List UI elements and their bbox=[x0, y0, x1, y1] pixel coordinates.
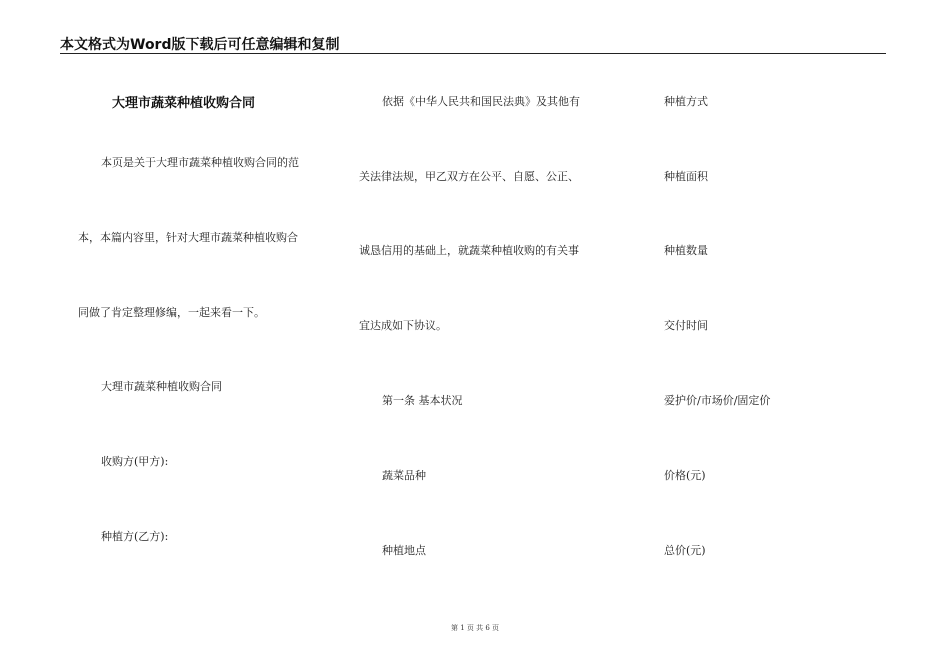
buyer-label: 收购方(甲方): bbox=[101, 455, 169, 468]
intro-line-3: 同做了肯定整理修编，一起来看一下。 bbox=[78, 306, 265, 319]
planting-area-label: 种植面积 bbox=[664, 170, 708, 183]
total-price-label: 总价(元) bbox=[664, 544, 706, 557]
contract-name: 大理市蔬菜种植收购合同 bbox=[101, 380, 222, 393]
document-title: 大理市蔬菜种植收购合同 bbox=[112, 96, 256, 111]
preamble-line-2: 关法律法规，甲乙双方在公平、自愿、公正、 bbox=[359, 170, 579, 183]
page-number: 第 1 页 共 6 页 bbox=[450, 624, 500, 632]
planting-quantity-label: 种植数量 bbox=[664, 244, 708, 257]
header-title: 本文格式为Word版下载后可任意编辑和复制 bbox=[60, 37, 340, 53]
preamble-line-1: 依据《中华人民共和国民法典》及其他有 bbox=[382, 95, 580, 108]
price-type-label: 爱护价/市场价/固定价 bbox=[664, 394, 771, 407]
planting-location-label: 种植地点 bbox=[382, 544, 426, 557]
intro-line-1: 本页是关于大理市蔬菜种植收购合同的范 bbox=[101, 156, 299, 169]
planting-method-label: 种植方式 bbox=[664, 95, 708, 108]
intro-line-2: 本，本篇内容里，针对大理市蔬菜种植收购合 bbox=[78, 231, 298, 244]
preamble-line-3: 诚恳信用的基础上，就蔬菜种植收购的有关事 bbox=[359, 244, 579, 257]
preamble-line-4: 宜达成如下协议。 bbox=[359, 319, 447, 332]
delivery-time-label: 交付时间 bbox=[664, 319, 708, 332]
article-1-heading: 第一条 基本状况 bbox=[382, 394, 463, 407]
grower-label: 种植方(乙方): bbox=[101, 530, 169, 543]
header-divider bbox=[60, 53, 886, 54]
unit-price-label: 价格(元) bbox=[664, 469, 706, 482]
vegetable-variety-label: 蔬菜品种 bbox=[382, 469, 426, 482]
